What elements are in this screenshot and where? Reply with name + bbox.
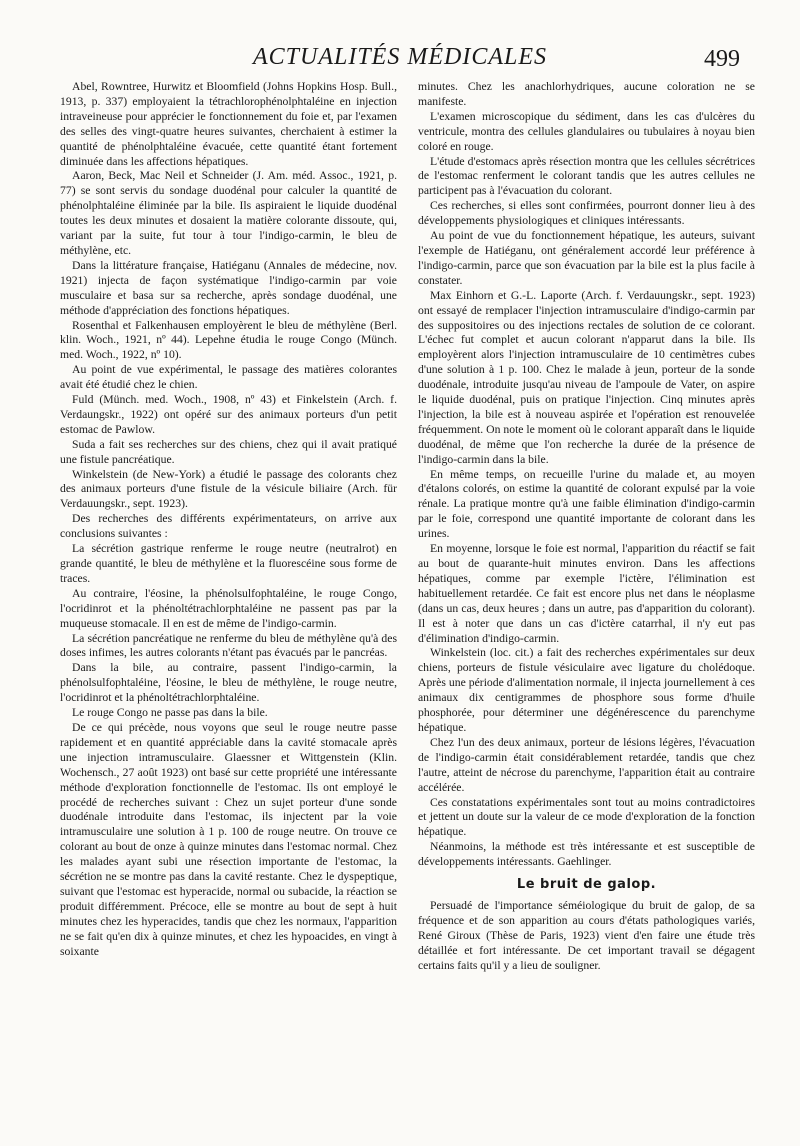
paragraph: Rosenthal et Falkenhausen employèrent le bleu de méthylène (Berl. klin. Woch., 1921, nº 44). Lepehne étudia le rouge Congo (Münch. med. Woch., 1922, nº 10). <box>60 318 397 362</box>
paragraph: En moyenne, lorsque le foie est normal, l'apparition du réactif se fait au bout de quarante-huit minutes environ. Dans les affections hépatiques, comme par exemple l'ictère, l'élimination est habituellement retardée. Ce fait est encore plus net dans le néoplasme (dans un cas, deux heures ; dans un autre, pas d'apparition du colorant). Il est à noter que dans un cas d'ictère catarrhal, il n'y eut pas d'élimination d'indigo-carmin. <box>418 542 755 645</box>
paragraph: L'étude d'estomacs après résection montra que les cellules sécrétrices de l'estomac renferment le colorant tandis que les autres cellules ne participent pas à l'évacuation du colorant. <box>418 154 755 198</box>
paragraph: Winkelstein (de New-York) a étudié le passage des colorants chez des animaux porteurs d'une fistule de la vésicule biliaire (Arch. für Verdauungskr., sept. 1923). <box>60 467 397 511</box>
paragraph: Fuld (Münch. med. Woch., 1908, nº 43) et Finkelstein (Arch. f. Verdaungskr., 1922) ont opéré sur des animaux porteurs d'un petit estomac de Pawlow. <box>60 393 397 436</box>
paragraph: En même temps, on recueille l'urine du malade et, au moyen d'étalons colorés, on estime la quantité de colorant expulsé par la voie rénale. La pratique montre qu'à une faible élimination d'indigo-carmin par le foie, correspond une quantité importante de colorant dans les urines. <box>418 467 755 541</box>
section-body <box>418 899 755 974</box>
paragraph: Des recherches des différents expérimentateurs, on arrive aux conclusions suivantes : <box>60 512 397 541</box>
paragraph: Max Einhorn et G.-L. Laporte (Arch. f. Verdauungskr., sept. 1923) ont essayé de remplacer l'injection intramusculaire d'indigo-carmin par des suppositoires ou des injections rectales de solution de ce colorant. L'échec fut complet et aucun colorant n'apparut dans la bile. Ils employèrent alors l'injection intramusculaire de 10 centimètres cubes d'une solution à 1 p. 100. Chez le malade à jeun, porteur de la sonde duodénale, introduite jusqu'au niveau de l'ampoule de Vater, on aspire le liquide duodénal, puis on pratique l'injection. Cinq minutes après l'injection, la bile est à nouveau aspirée et l'opération est renouvelée fréquemment. On note le moment où le colorant apparaît dans le liquide duodénal, de même que l'on recherche la durée de la présence de l'indigo-carmin dans la bile. <box>418 288 755 466</box>
section-heading: Le bruit de galop. <box>516 877 657 893</box>
paragraph: Ces recherches, si elles sont confirmées, pourront donner lieu à des développements physiologiques et cliniques intéressants. <box>418 199 755 228</box>
paragraph: Aaron, Beck, Mac Neil et Schneider (J. Am. méd. Assoc., 1921, p. 77) se sont servis du sondage duodénal pour calculer la quantité de phénolphtaléine éliminée par la bile. Ils aspiraient le liquide duodénal toutes les deux minutes et dosaient la matière colorante dissoute, qui, variant par la suite, fut tour à tour l'indigo-carmin, le bleu de méthylène, etc. <box>60 169 397 257</box>
right-column-paragraphs <box>418 80 755 870</box>
running-title: ACTUALITÉS MÉDICALES <box>252 44 547 70</box>
paragraph: Ces constatations expérimentales sont tout au moins contradictoires et jettent un doute sur la valeur de ce mode d'exploration de la fonction hépatique. <box>418 795 755 839</box>
paragraph: Dans la bile, au contraire, passent l'indigo-carmin, la phénolsulfophtaléine, l'éosine, le bleu de méthylène, le rouge neutre, l'ocridinrot et la phénoltétrachlorphtaléine. <box>60 661 397 705</box>
paragraph: Au contraire, l'éosine, la phénolsulfophtaléine, le rouge Congo, l'ocridinrot et la phénoltétrachlorphtaléine ne passent pas par la muqueuse stomacale. Il en est de même de l'indigo-carmin. <box>60 586 397 630</box>
paragraph: L'examen microscopique du sédiment, dans les cas d'ulcères du ventricule, montra des cellules glandulaires ou tubulaires à noyau bien coloré en rouge. <box>418 109 755 153</box>
paragraph: De ce qui précède, nous voyons que seul le rouge neutre passe rapidement et en quantité appréciable dans la cavité stomacale après une injection intramusculaire. Glaessner et Wittgenstein (Klin. Wochensch., 27 août 1923) ont basé sur cette propriété une intéressante méthode d'exploration fonctionnelle de l'estomac. Ils ont employé le procédé de recherches suivant : Chez un sujet porteur d'une sonde duodénale introduite dans l'estomac, ils injectent par la voie intramusculaire une solution à 1 p. 100 de rouge neutre. On trouve ce colorant au bout de onze à quinze minutes dans l'estomac normal. Chez les malades ayant subi une résection importante de l'estomac, la sécrétion ne se montre pas dans la cavité restante. Chez le dyspeptique, suivant que l'estomac est hyperacide, normal ou subacide, la réaction se produit différemment. Précoce, elle se montre au bout de sept à huit minutes chez les hyperacides, tandis que chez les normaux, l'apparition ne se fait qu'en dix à quinze minutes, et chez les hypoacides, en vingt à soixante <box>60 720 397 958</box>
paragraph: Abel, Rowntree, Hurwitz et Bloomfield (Johns Hopkins Hosp. Bull., 1913, p. 337) employaient la tétrachlorophénolphtaléine en injection intraveineuse pour apprécier le fonctionnement du foie et, par l'examen des selles des vingt-quatre heures suivantes, cherchaient à estimer la quantité de phénolphtaléine évacuée, cette quantité étant fortement diminuée dans les affections hépatiques. <box>60 80 397 168</box>
left-column <box>60 80 397 959</box>
paragraph: La sécrétion gastrique renferme le rouge neutre (neutralrot) en grande quantité, le bleu de méthylène et la fluorescéine sous forme de traces. <box>60 542 397 585</box>
paragraph: Suda a fait ses recherches sur des chiens, chez qui il avait pratiqué une fistule pancréatique. <box>60 437 397 466</box>
paragraph: Au point de vue expérimental, le passage des matières colorantes avait été étudié chez le chien. <box>60 363 397 392</box>
paragraph: Persuadé de l'importance séméiologique du bruit de galop, de sa fréquence et de son apparition au cours d'états pathologiques variés, René Giroux (Thèse de Paris, 1923) vient d'en faire une étude très détaillée et fort intéressante. De cet important travail se dégagent certains faits qu'il y a lieu de souligner. <box>418 898 755 972</box>
right-column <box>418 80 755 973</box>
paragraph: Au point de vue du fonctionnement hépatique, les auteurs, suivant l'exemple de Hatiéganu, ont généralement accordé leur préférence à l'indigo-carmin, parce que son évacuation par la bile est la plus facile à constater. <box>418 229 755 287</box>
paragraph: Chez l'un des deux animaux, porteur de lésions légères, l'évacuation de l'indigo-carmin était considérablement retardée, tandis que chez l'autre, atteint de nécrose du parenchyme, l'apparition était au contraire accélérée. <box>418 735 755 794</box>
paragraph: La sécrétion pancréatique ne renferme du bleu de méthylène qu'à des doses infimes, les autres colorants n'étant pas évacués par le pancréas. <box>60 631 397 660</box>
paragraph: Dans la littérature française, Hatiéganu (Annales de médecine, nov. 1921) injecta de façon systématique l'indigo-carmin par voie musculaire et basa sur sa recherche, après sondage duodénal, une méthode d'appréciation des fonctions hépatiques. <box>60 258 397 317</box>
paragraph: Le rouge Congo ne passe pas dans la bile. <box>72 706 268 720</box>
page-number: 499 <box>704 46 740 72</box>
paragraph: minutes. Chez les anachlorhydriques, aucune coloration ne se manifeste. <box>418 80 755 108</box>
paragraph: Winkelstein (loc. cit.) a fait des recherches expérimentales sur deux chiens, porteurs de fistule vésiculaire avec ligature du cholédoque. Après une période d'alimentation normale, il injecta journellement à ces animaux dix centigrammes de phosphore sous forme d'huile phosphorée, pour déterminer une dégénérescence du parenchyme hépatique. <box>418 646 755 734</box>
page-header <box>60 44 740 78</box>
paragraph: Néanmoins, la méthode est très intéressante et est susceptible de développements intéressants. Gaehlinger. <box>418 840 755 869</box>
